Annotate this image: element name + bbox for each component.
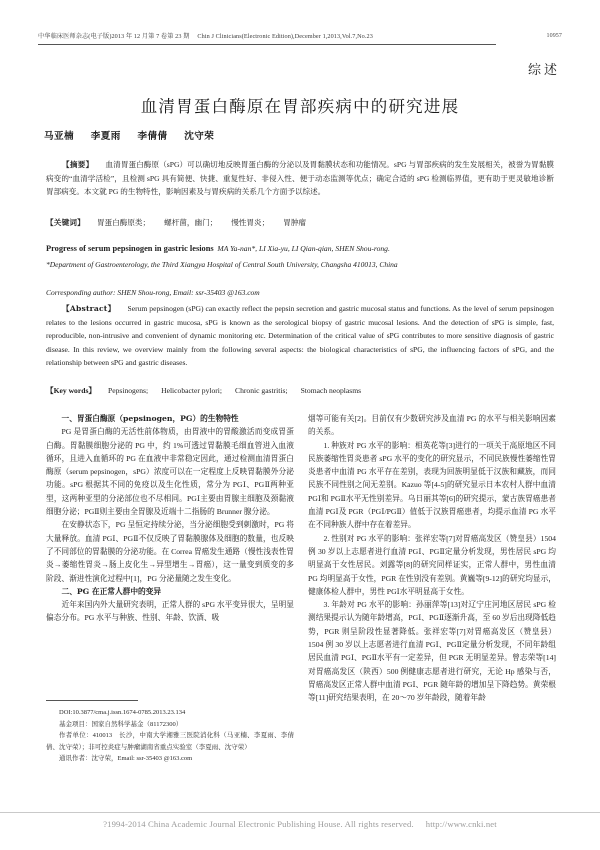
author-name: 马亚楠 <box>44 131 74 142</box>
keyword-item: 螺杆菌，幽门； <box>164 218 218 227</box>
footnote-block <box>46 707 294 765</box>
footnote-corresponding: 通讯作者：沈守荣，Email: ssr-35403 @163.com <box>59 755 193 763</box>
running-head-citation: 中华临床医师杂志(电子版)2013 年 12 月第 7 卷第 23 期 Chin J Clinicians(Electronic Edition),December 1,2013,Vol.7,No.23 <box>38 33 373 40</box>
keywords-cn <box>46 216 554 230</box>
keyword-item-en: Helicobacter pylori; <box>161 386 223 395</box>
footnote-rule <box>46 700 138 701</box>
section-heading: 二、PG 在正常人群中的变异 <box>61 586 162 596</box>
keywords-cn-label: 【关键词】 <box>46 218 85 227</box>
title-en: Progress of serum pepsinogen in gastric lesions <box>46 244 214 253</box>
page-number: 10957 <box>546 33 562 39</box>
footer-rule <box>0 812 600 813</box>
author-name: 李倩倩 <box>137 131 168 142</box>
cnki-link[interactable]: http://www.cnki.net <box>425 819 497 829</box>
body-paragraph: 1. 种族对 PG 水平的影响：相英花等[3]进行的一项关于高原地区不同民族萎缩性胃炎患者 sPG 水平的变化的研究显示，不同民族慢性萎缩性胃炎患者中血清 PG 水平存在差别，表现为回族明显低于汉族和藏族，而同民族不同性别之间无差别。Kazuo 等[4-5]的研究显示日本农村人群中血清 PGⅠ和 PGⅡ水平无性别差异。乌日丽其等[6]的研究提示，蒙古族胃癌患者血清 PGⅠ及 PGR（PGⅠ/PGⅡ）值低于汉族胃癌患者，均提示血清 PG 水平在不同种族人群中存在着差异。 <box>308 440 556 530</box>
body-paragraph: 烟等可能有关[2]。目前仅有少数研究涉及血清 PG 的水平与相关影响因素的关系。 <box>308 414 556 437</box>
corresponding-author-en: Corresponding author: SHEN Shou-rong, Email: ssr-35403 @163.com <box>46 288 260 297</box>
body-column-right <box>308 412 556 705</box>
abstract-en-label: 【Abstract】 <box>62 304 116 313</box>
keywords-en <box>46 384 554 397</box>
body-paragraph: 3. 年龄对 PG 水平的影响：孙丽萍等[13]对辽宁庄河地区居民 sPG 检测结果提示认为随年龄增高，PGⅠ、PGⅡ逐渐升高，至 60 岁后出现降低趋势，PGR 则呈阶段性显著降低。张祥宏等[7]对胃癌高发区（赞皇县）1504 例 30 岁以上志愿者进行血清 PGⅠ、PGⅡ定量分析发现，不同年龄组居民血清 PGⅠ、PGⅡ水平有一定差异，但 PGR 无明显差异。曾志荣等[14]对胃癌高发区（陕西）500 例健康志愿者进行研究，无论 Hp 感染与否，胃癌高发区正常人群中血清 PGⅠ、PGR 随年龄的增加呈下降趋势。黄荣根等[11]研究结果表明，在 20～70 岁年龄段，随着年龄 <box>308 600 556 703</box>
body-column-left <box>46 412 294 625</box>
keyword-item-en: Stomach neoplasms <box>300 386 362 395</box>
keyword-item-en: Pepsinogens; <box>108 386 149 395</box>
author-name: 沈守荣 <box>184 131 215 142</box>
keyword-item: 胃肿瘤 <box>283 218 307 227</box>
affiliation-en: *Department of Gastroenterology, the Third Xiangya Hospital of Central South University, Changsha 410013, China <box>46 260 398 269</box>
footnote-fund: 基金项目：国家自然科学基金（81172300） <box>59 720 183 728</box>
abstract-en <box>46 302 554 370</box>
copyright-text: ?1994-2014 China Academic Journal Electronic Publishing House. All rights reserved. <box>103 819 414 829</box>
keyword-item: 慢性胃炎； <box>231 218 270 227</box>
abstract-en-text: Serum pepsinogen (sPG) can exactly reflect the pepsin secretion and gastric mucosal status and functions. As the level of serum pepsinogen relates to the lesions occurred in gastric mucosa, sPG is known as the serological biopsy of gastric mucosal lesions. And the detection of sPG is simple, fast, reproducible, non-intrusive and convenient of dynamic monitoring etc. Determination of the critical value of sPG contributes to more sensitive diagnosis of gastric disease. In this review, we overview mainly from the following several aspects: the biological characteristics of sPG, the influencing factors of sPG, and the relationship between sPG and gastric diseases. <box>46 304 554 368</box>
body-paragraph: PG 是胃蛋白酶的无活性前体物质，由胃液中的胃酸激活而变成胃蛋白酶。胃黏膜细胞分泌的 PG 中，约 1%可透过胃黏膜毛细血管进入血液循环，且进入血循环的 PG 在血液中非常稳定因此，通过检测血清胃蛋白酶原（serum pepsinogen，sPG）浓度可以在一定程度上反映胃黏膜外分泌功能。sPG 根据其不同的免疫以及生化性质，常分为 PGⅠ、PGⅡ两种亚型，这两种亚型的分泌部位也不尽相同。PGⅠ主要由胃腺主细胞及颈黏液细胞分泌；PGⅡ则主要由全胃腺及近端十二指肠的 Brunner 腺分泌。 <box>46 427 294 517</box>
abstract-cn-label: 【摘要】 <box>62 160 94 169</box>
abstract-cn <box>46 158 554 199</box>
copyright-footer <box>0 819 600 829</box>
running-head-rule <box>38 44 496 45</box>
body-paragraph: 近年来国内外大量研究表明，正常人群的 sPG 水平变异很大，呈明显偏态分布。PG 水平与种族、性别、年龄、饮酒、吸 <box>46 600 294 623</box>
body-paragraph: 在安静状态下，PG 呈恒定持续分泌，当分泌细胞受到刺激时，PG 将大量释放。血清 PGⅠ、PGⅡ不仅反映了胃黏膜腺体及细胞的数量，也反映了不同部位的胃黏膜的分泌功能。在 Correa 胃癌发生通路（慢性浅表性胃炎→萎缩性胃炎→肠上皮化生→异型增生→胃癌），这一量变到质变的多阶段、渐进性演化过程中[1]，PG 分泌量随之发生变化。 <box>46 520 294 583</box>
section-heading: 一、胃蛋白酶原（pepsinogen，PG）的生物特性 <box>61 414 239 423</box>
footnote-doi: DOI:10.3877/cma.j.issn.1674-0785.2013.23.134 <box>59 709 186 716</box>
author-name: 李夏雨 <box>90 131 121 142</box>
running-head <box>38 32 562 41</box>
footnote-affiliation: 作者单位：410013 长沙，中南大学湘雅三医院消化科（马亚楠、李夏雨、李倩倩、沈守荣）；非可控炎症与肿瘤湖南省重点实验室（李夏雨、沈守荣） <box>46 732 294 751</box>
section-kind-label: 综述 <box>527 63 560 78</box>
author-list-en: MA Ya-nan*, LI Xia-yu, LI Qian-qian, SHEN Shou-rong. <box>217 244 390 253</box>
abstract-cn-text: 血清胃蛋白酶原（sPG）可以确切地反映胃蛋白酶的分泌以及胃黏膜状态和功能情况。sPG 与胃部疾病的发生发展相关，被誉为胃黏膜病变的“血清学活检”，且检测 sPG 具有简便、快捷、重复性好、非侵入性、便于动态监测等优点；确定合适的 sPG 检测临界值，更有助于更灵敏地诊断胃部病变。本文就 PG 的生物特性，影响因素及与胃疾病的关系几个方面予以综述。 <box>46 160 554 197</box>
keyword-item: 胃蛋白酶原类； <box>96 218 151 227</box>
title-en-line <box>46 242 554 255</box>
page-title: 血清胃蛋白酶原在胃部疾病中的研究进展 <box>140 97 460 116</box>
body-paragraph: 2. 性别对 PG 水平的影响：张祥宏等[7]对胃癌高发区（赞皇县）1504 例 30 岁以上志愿者进行血清 PGⅠ、PGⅡ定量分析发现，男性居民 sPG 均明显高于女性居民。刘露等[8]的研究同样证实，正常人群中，男性血清 PG 均明显高于女性，PGR 在性别没有差别。黄巍等[9-12]的研究均显示，健康体检人群中，男性 PGⅠ水平明显高于女性。 <box>308 533 556 596</box>
keyword-item-en: Chronic gastritis; <box>235 386 288 395</box>
author-list <box>44 128 227 142</box>
keywords-en-label: 【Key words】 <box>46 386 96 395</box>
